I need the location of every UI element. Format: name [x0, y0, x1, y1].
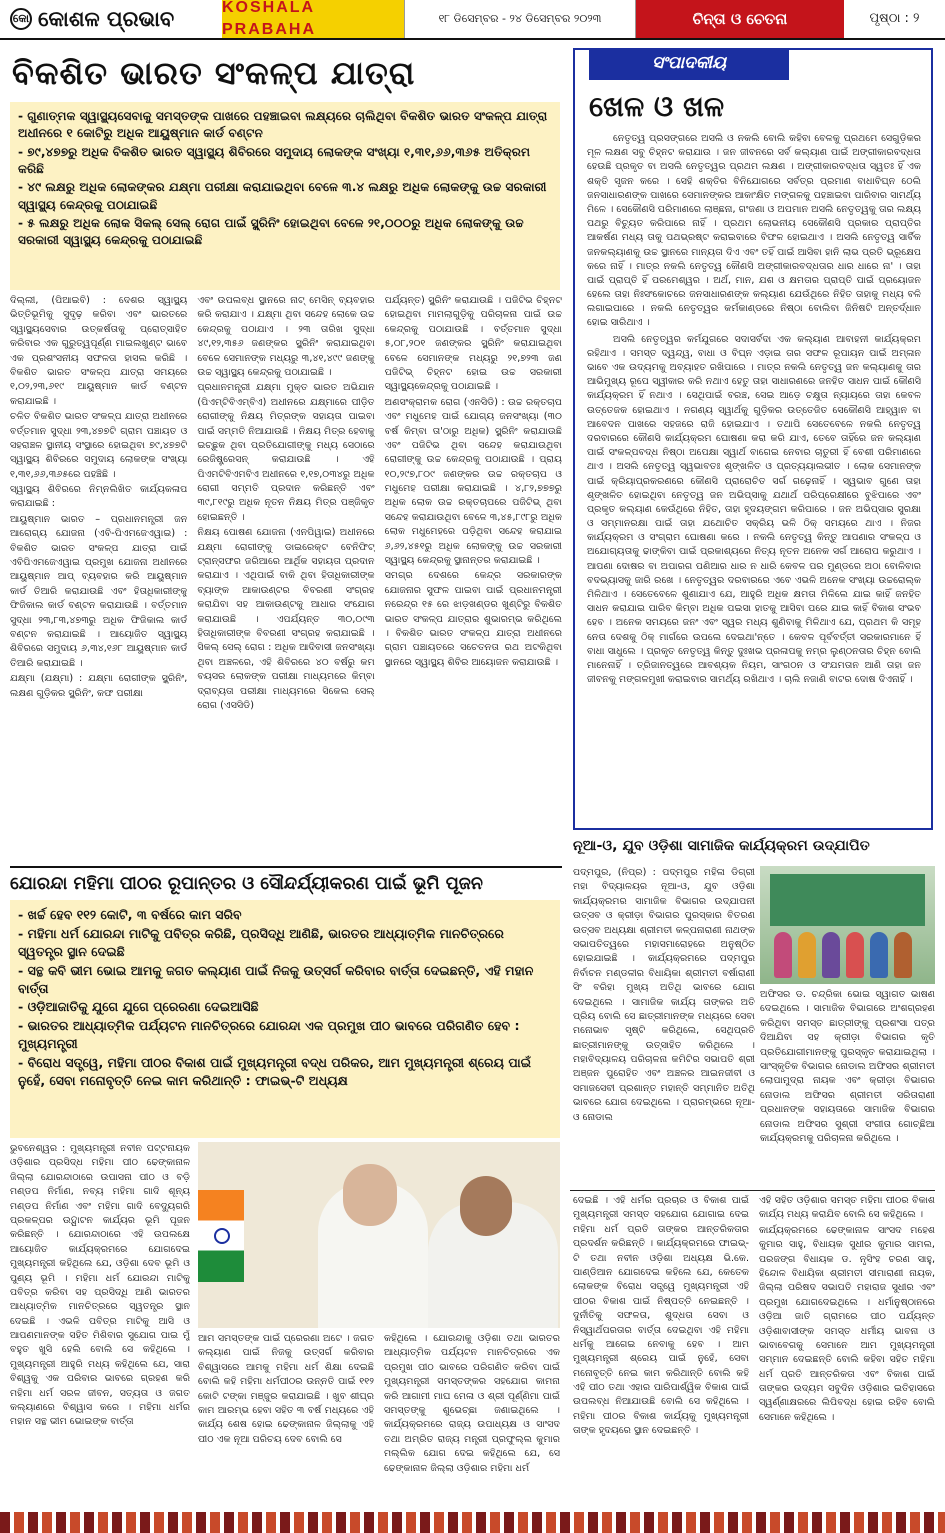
story3-column-2-wrap [760, 988, 935, 1186]
paragraph: ଦେଇଛି । ଏହି ଧର୍ମର ପ୍ରଚାର ଓ ବିକାଶ ପାଇଁ ମୁଖ୍ୟମନ୍ତ୍ରୀ ସମସ୍ତ ସହଯୋଗ ଯୋଗାଇ ଦେଇ ମହିମା ଧର୍ମ ପ୍ରତି ତାଙ୍କର ଆନ୍ତରିକତାର ପ୍ରଦର୍ଶନ କରିଛନ୍ତି । କାର୍ଯ୍ୟକ୍ରମରେ ଫାଇଭ୍-ଟି ତଥା ନବୀନ ଓଡ଼ିଶା ଅଧ୍ୟକ୍ଷ ଭି.କେ. ପାଣ୍ଡିଆନ ଯୋଗଦେଇ କହିଲେ ଯେ, କେତେକ ଲୋକଙ୍କ ବିରୋଧ ସତ୍ତ୍ୱେ ମୁଖ୍ୟମନ୍ତ୍ରୀ ଏହି ପୀଠର ବିକାଶ ପାଇଁ ନିଷ୍ପତ୍ତି ନେଇଛନ୍ତି । ଦୁର୍ନୀତିକୁ ସଫଳତା, ଶୁଦ୍ଧତା ସେବା ଓ ନିସ୍ୱାର୍ଥପରତାର ବାର୍ତ୍ତା ଦେଇଥିବା ଏହି ମହିମା ଧର୍ମକୁ ଆଗେଇ ନେବାକୁ ହେବ । ଆମ ମୁଖ୍ୟମନ୍ତ୍ରୀ ଶ୍ରେୟ ପାଇଁ ନୁହେଁ, ସେବା ମନୋବୃତ୍ତି ନେଇ କାମ କରିଥାନ୍ତି ବୋଲି କହି ଏହି ପୀଠ ତଥା ଏହାର ପାରିପାର୍ଶ୍ୱିକ ବିକାଶ ପାଇଁ ଉପଲବ୍ଧ ନିଆଯାଉଛି ବୋଲି ସେ କହିଥିଲେ । ମହିମା ପୀଠର ବିକାଶ କାର୍ଯ୍ୟକୁ ମୁଖ୍ୟମନ୍ତ୍ରୀ ତାଙ୍କ ହୃଦୟରେ ସ୍ଥାନ ଦେଇଛନ୍ତି । [573, 1195, 749, 1437]
highlight-item: - ମହିମା ଧର୍ମ ଯୋରନ୍ଦା ମାଟିକୁ ପବିତ୍ର କରିଛି, ପ୍ରସିଦ୍ଧି ଆଣିଛି, ଭାରତର ଆଧ୍ୟାତ୍ମିକ ମାନଚିତ୍ରରେ ସ୍ୱତନ୍ତ୍ର ସ୍ଥାନ ଦେଇଛି [18, 925, 504, 959]
story2-columns-lower [198, 1332, 560, 1504]
highlight-item: - ଓଡ଼ିଆଜାତିକୁ ଯୁଗେ ଯୁଗେ ପ୍ରେରଣା ଦେଇଆସିଛି [18, 999, 259, 1015]
paragraph: ଏବଂ ଉପଲବ୍ଧ ସ୍ଥାନରେ ନାଟ୍ ମେସିନ୍ ବ୍ୟବହାର କରି କରାଯାଏ । ଯକ୍ଷ୍ମା ଥିବା ସନ୍ଦେହ ଲୋକେ ଉଚ୍ଚ କେନ୍ଦ୍ରକୁ ପଠାଯାଏ । ୨୩ ତାରିଖ ସୁଦ୍ଧା ୪୯,୧୨,୩୫୬ ଜଣଙ୍କର ସ୍କ୍ରିନିଂ କରାଯାଇଥିବା ବେଳେ ସେମାନଙ୍କ ମଧ୍ୟରୁ ୩,୪୧,୪୯୯ ଜଣଙ୍କୁ ଉଚ୍ଚ ସ୍ୱାସ୍ଥ୍ୟ କେନ୍ଦ୍ରକୁ ପଠାଯାଇଛି । [197, 295, 375, 378]
page-number: ପୃଷ୍ଠା : ୨ [869, 11, 920, 27]
paragraph: ଅଫିସର ଡ. ଚନ୍ଦ୍ରିକା ଭୋଇ ସ୍ୱାଗତ ଭାଷଣ ଦେଇଥିଲେ । ସାମାଜିକ ବିଭାଗରେ ଅଂଶଗ୍ରହଣ କରିଥିବା ସମସ୍ତ ଛାତ୍ରୀଙ୍କୁ ପ୍ରଶଂସା ପତ୍ର ଦିଆଯିବା ସହ କ୍ରୀଡ଼ା ବିଭାଗର କୃତି ପ୍ରତିଯୋଗୀମାନଙ୍କୁ ପୁରସ୍କୃତ କରାଯାଇଥିଲା । ସାଂସ୍କୃତିକ ବିଭାଗର ନୋଡାଲ ଅଫିସର ଶ୍ରୀମତୀ ଲୋପାମୁଦ୍ରା ନାୟକ ଏବଂ କ୍ରୀଡ଼ା ବିଭାଗର ନୋଡାଲ ଅଫିସର ଶ୍ରୀମତୀ ସରିତାରାଣୀ ପ୍ରଧାନଙ୍କ ସହାୟତାରେ ସାମାଜିକ ବିଭାଗର ନୋଡାଲ ଅଫିସର ସୁଶ୍ରୀ ସଂଗୀତା ଗୋଚ୍ଛିଆ କାର୍ଯ୍ୟକ୍ରମକୁ ପରିଚାଳନା କରିଥିଲେ । [760, 989, 935, 1144]
person-figure [774, 932, 792, 978]
paragraph: ନେତୃତ୍ୱ ପ୍ରସଙ୍ଗରେ ଅସଲି ଓ ନକଲି ବୋଲି କହିବା ବେଳକୁ ପ୍ରଥମେ ସେଗୁଡ଼ିକର ମୂଳ ଲକ୍ଷଣ ସବୁ ଚିହ୍ନଟ କରାଯାଉ । ଜନ ଜୀବନରେ ସର୍ବ କଲ୍ୟାଣ ପାଇଁ ଅଙ୍ଗୀକାରବଦ୍ଧତା ହେଉଛି ପ୍ରକୃତ ବା ଅସଲି ନେତୃତ୍ୱର ପ୍ରଥମ ଲକ୍ଷଣ । ଅଙ୍ଗୀକାରବଦ୍ଧତା ସ୍ୱତଃ ହିଁ ଏକ ଶକ୍ତି ସୃଜନ କରେ । ସେହି ଶକ୍ତିର ବିନିଯୋଗରେ ସର୍ବତ୍ର ପ୍ରମାଣ ବାଧାବିଘ୍ନ ଠେଲି ଜନସାଧାରଣଙ୍କ ପାଖରେ ସେମାନଙ୍କର ଆକାଂକ୍ଷିତ ମଙ୍ଗଳକୁ ପହଞ୍ଚାଇବା ପାରିବାର ସାମର୍ଥ୍ୟ ମିଳେ । ସେକୌଣସି ପରିମାଣରେ ଲାଞ୍ଛନା, ଗଂଜଣା ଓ ଅପମାନ ଅସଲି ନେତୃତ୍ୱକୁ ତାର ଲକ୍ଷ୍ୟ ପଥରୁ ବିଚ୍ୟୁତ କରିପାରେ ନାହିଁ । ପ୍ରଥମ ଲୋଭନୀୟ ସେକୌଣସି ପ୍ରକାର ପ୍ରାପ୍ତିର ଆକର୍ଷଣ ମଧ୍ୟ ତାକୁ ପଥଭ୍ରଷ୍ଟ କରାଇବାରେ ବିଫଳ ହୋଇଥାଏ । ଅସଲି ନେତୃତ୍ୱ ସାର୍ବିକ ଜନକଲ୍ୟାଣକୁ ଉଚ୍ଚ ସ୍ଥାନରେ ମାନ୍ୟତା ଦିଏ ଏବଂ ତହିଁ ପାଇଁ ଆସିବା ହାନି ଲାଭ ପ୍ରତି ଭ୍ରୂକ୍ଷେପ କରେ ନାହିଁ । ମାତ୍ର ନକଲି ନେତୃତ୍ୱ କୌଣସି ଅଙ୍ଗୀକାରବଦ୍ଧତାର ଧାର ଧାରେ ନା' । ତାହା ପାଇଁ ପ୍ରାପ୍ତି ହିଁ ପରମେଶ୍ୱର । ଅର୍ଥ, ମାନ, ଯଶ ଓ କ୍ଷମତାର ପ୍ରାପ୍ତି ପାଇଁ ପ୍ରୟୋଜନ ହେଲେ ତାହା ନିଃସଂକୋଚରେ ଜନସାଧାରଣଙ୍କ କଲ୍ୟାଣ ଯେଉଁଥିରେ ନିହିତ ତାହାକୁ ମଧ୍ୟ ବଳି ଲଗାଇପାରେ । ନକଲି ନେତୃତ୍ୱର କର୍ମକାଣ୍ଡରେ ନିଷ୍ଠା ବୋଲିବା ଜିନିଷଟି ଅନ୍ତର୍ଦ୍ଧାନ ହୋଇ ସାରିଥାଏ । [587, 133, 921, 329]
paragraph: ଏହି ସହିତ ଓଡ଼ିଶାର ସମସ୍ତ ମହିମା ପୀଠର ବିକାଶ କାର୍ଯ୍ୟ ମଧ୍ୟ କରାଯିବ ବୋଲି ସେ କହିଥିଲେ । [759, 1195, 935, 1221]
chief-minister-photo [198, 1142, 560, 1328]
paragraph: ଦିଲ୍ଲୀ, (ପିଆଇବି) : ଦେଶର ସ୍ୱାସ୍ଥ୍ୟ ଭିତ୍ତିଭୂମିକୁ ସୁଦୃଢ଼ କରିବା ଏବଂ ଭାରତରେ ସ୍ୱାସ୍ଥ୍ୟସେବାର ଉତ୍କର୍ଷତାକୁ ପ୍ରୋତ୍ସାହିତ କରିବାର ଏକ ଗୁରୁତ୍ୱପୂର୍ଣ୍ଣ ମାଇଲଖୁଣ୍ଟ ଭାବେ ଏକ ପ୍ରଶଂସନୀୟ ସଫଳତା ହାସଲ କରିଛି । ବିକଶିତ ଭାରତ ସଂକଳ୍ପ ଯାତ୍ରା ସମୟରେ ୧,୦୨,୨୩,୬୧୯ ଆୟୁଷ୍ମାନ କାର୍ଡ ବଣ୍ଟନ କରାଯାଇଛି । [10, 295, 188, 407]
masthead-logo [0, 0, 222, 38]
highlight-item: - ୫ ଲକ୍ଷରୁ ଅଧିକ ଲୋକ ସିକଲ୍ ସେଲ୍ ରୋଗ ପାଇଁ ସ୍କ୍ରିନିଂ ହୋଇଥିବା ବେଳେ ୨୧,୦୦୦ରୁ ଅଧିକ ଲୋକଙ୍କୁ ଉଚ୍ଚ ସରକାରୀ ସ୍ୱାସ୍ଥ୍ୟ କେନ୍ଦ୍ରକୁ ପଠାଯାଇଛି [18, 215, 524, 248]
paragraph: ଅଣସଂକ୍ରାମକ ରୋଗ (ଏନସିଡି) : ଉଚ୍ଚ ରକ୍ତଚାପ ଏବଂ ମଧୁମେହ ପାଇଁ ଯୋଗ୍ୟ ଜନସଂଖ୍ୟା (୩୦ ବର୍ଷ କିମ୍ବା ତା'ଠାରୁ ଅଧିକ) ସ୍କ୍ରିନିଂ କରାଯାଉଛି ଏବଂ ପଜିଟିଭ ଥିବା ସନ୍ଦେହ କରାଯାଉଥିବା ରୋଗୀଙ୍କୁ ଉଚ୍ଚ କେନ୍ଦ୍ରକୁ ପଠାଯାଉଛି । ପ୍ରାୟ ୧୦,୨୯୭,୮୦୯ ଜଣଙ୍କର ଉଚ୍ଚ ରକ୍ତଚାପ ଓ ମଧୁମେହ ପରୀକ୍ଷା କରାଯାଇଛି । ୪,୮୨,୭୭୭ରୁ ଅଧିକ ଲୋକ ଉଚ୍ଚ ରକ୍ତଚାପରେ ପଜିଟିଭ୍ ଥିବା ସନ୍ଦେହ କରାଯାଉଥିବା ବେଳେ ୩,୪୫,୮୯୮ରୁ ଅଧିକ ଲୋକ ମଧୁମେହରେ ପଡ଼ିଥିବା ସନ୍ଦେହ କରାଯାଇ ୬,୬୨,୪୫୧ରୁ ଅଧିକ ଲୋକଙ୍କୁ ଉଚ୍ଚ ସରକାରୀ ସ୍ୱାସ୍ଥ୍ୟ କେନ୍ଦ୍ରକୁ ସ୍ଥାନାନ୍ତର କରାଯାଇଛି । [384, 396, 562, 567]
story1-column-3 [385, 294, 562, 860]
paragraph: ନିକ୍ଷୟ ପୋଷଣ ଯୋଜନା (ଏନପିୱାଇ) ଅଧୀନରେ ଯକ୍ଷ୍ମା ରୋଗୀଙ୍କୁ ଡାଇରେକ୍ଟ ବେନିଫିଟ୍ ଟ୍ରାନ୍ସଫର ଜରିଆରେ ଆର୍ଥିକ ସହାୟତା ପ୍ରଦାନ କରାଯାଏ । ଏଥିପାଇଁ ବାକି ଥିବା ହିତାଧିକାରୀଙ୍କ ବ୍ୟାଙ୍କ ଆକାଉଣ୍ଟର ବିବରଣୀ ସଂଗ୍ରହ କରାଯିବା ସହ ଆକାଉଣ୍ଟକୁ ଆଧାର ସଂଯୋଗ କରାଯାଉଛି । ଏପର୍ଯ୍ୟନ୍ତ ୩୦,୦୯୩ ହିତାଧିକାରୀଙ୍କ ବିବରଣୀ ସଂଗ୍ରହ କରାଯାଇଛି । ସିକଲ୍ ସେଲ୍ ରୋଗ : ଅଧିକ ଆଦିବାସୀ ଜନସଂଖ୍ୟା ଥିବା ଅଞ୍ଚଳରେ, ଏହି ଶିବିରରେ ୪୦ ବର୍ଷରୁ କମ ବୟସର ଲୋକଙ୍କ ପରୀକ୍ଷା ମାଧ୍ୟମରେ କିମ୍ବା ଦ୍ରାବ୍ୟତା ପରୀକ୍ଷା ମାଧ୍ୟମରେ ସିକେଲ ସେଲ୍ ରୋଗ (ଏସସିଡି) [197, 527, 375, 711]
person-figure [798, 932, 816, 978]
divider [570, 1190, 935, 1191]
person-figure [822, 932, 840, 978]
highlight-item: - ସନ୍ଥ କବି ଭୀମ ଭୋଇ ଆମକୁ ଜଗତ କଲ୍ୟାଣ ପାଇଁ ନିଜକୁ ଉତ୍ସର୍ଗ କରିବାର ବାର୍ତ୍ତା ଦେଇଛନ୍ତି, ଏହି ମହାନ ବାର୍ତ୍ତା [18, 962, 534, 996]
section-name: ଚିନ୍ତା ଓ ଚେତନା [636, 0, 844, 38]
story2-headline: ଯୋରନ୍ଦା ମହିମା ପୀଠର ରୂପାନ୍ତର ଓ ସୌନ୍ଦର୍ଯ୍ୟୀକରଣ ପାଇଁ ଭୂମି ପୂଜନ [10, 866, 562, 898]
paragraph: ଯକ୍ଷ୍ମା (ଯକ୍ଷ୍ମା) : ଯକ୍ଷ୍ମା ରୋଗୀଙ୍କ ସ୍କ୍ରିନିଂ, ଲକ୍ଷଣ ଗୁଡ଼ିକର ସ୍କ୍ରିନିଂ, କଫ ପରୀକ୍ଷା [10, 673, 188, 699]
highlight-item: - ଗୁଣାତ୍ମକ ସ୍ୱାସ୍ଥ୍ୟସେବାକୁ ସମସ୍ତଙ୍କ ପାଖରେ ପହଞ୍ଚାଇବା ଲକ୍ଷ୍ୟରେ ଚାଲିଥିବା ବିକଶିତ ଭାରତ ସଂକଳ୍ପ ଯାତ୍ରା ଅଧୀନରେ ୧ କୋଟିରୁ ଅଧିକ ଆୟୁଷ୍ମାନ କାର୍ଡ ବଣ୍ଟନ [18, 109, 548, 141]
paragraph: ଅସଲି ନେତୃତ୍ୱର କର୍ମଯୁଗରେ ସଦାସର୍ବଦା ଏକ କଲ୍ୟାଣ ଆବାହନୀ କାର୍ଯ୍ୟକ୍ରମ ରହିଥାଏ । ସମସ୍ତ ଦ୍ୱନ୍ଦ୍ୱ, ବାଧା ଓ ବିଘ୍ନ ଏଡ଼ାଇ ତାର ସଫଳ ରୂପାୟନ ପାଇଁ ଅମ୍ଳାନ ଭାବେ ଏକ ଉଦ୍ୟମକୁ ଅବ୍ୟାହତ ରଖିପାରେ । ମାତ୍ର ନକଲି ନେତୃତ୍ୱ ଜନ କଲ୍ୟାଣକୁ ତାର ଆଭିମୁଖ୍ୟ ରୂପେ ସ୍ୱୀକାର କରି ନଥାଏ ହେତୁ ତାହା ସାଧାରଣରେ ଜନହିତ ସାଧନ ପାଇଁ କୌଣସି କାର୍ଯ୍ୟକ୍ରମ ହିଁ ନଥାଏ । ସେଥିପାଇଁ ବରଞ୍ଚ, ସେଇ ଆଡ଼େ ଚକ୍ଷୁତା ନ୍ୟାୟରେ ତାହା କେବଳ ଉତ୍ତେଜକ ହୋଇଥାଏ । ନଗଣ୍ୟ ସ୍ୱାର୍ଥକୁ ଗୁଡ଼ିକର ଉତ୍ତେଜିତ ସେକୌଣସି ଆହ୍ୱାନ ବା ଆବେଦନ ପାଖରେ ସହଜରେ ରାଜି ହୋଇଯାଏ । ତଥାପି ସେତେବେଳେ ନକଲି ନେତୃତ୍ୱ ଦରବାରରେ କୌଣସି କାର୍ଯ୍ୟକ୍ରମ ଘୋଷଣା କରା କରି ଯାଏ, ତେବେ ତାହିଁରେ ଜନ କଲ୍ୟାଣ ପାଇଁ ସଂକଳ୍ପବଦ୍ଧ ନିଷ୍ଠା ଅପେକ୍ଷା ସ୍ୱାର୍ଥ ବାଗେଇ ନେବାର ଚାତୁରୀ ହିଁ ବେଶୀ ପରିମାଣରେ ଥାଏ । ଅସଲି ନେତୃତ୍ୱ ସ୍ୱଭାବତଃ ଶୃଙ୍ଖଳିତ ଓ ପ୍ରତ୍ୟୟାଲଭୀତ । ଲୋକ ସେମାନଙ୍କ ପାଇଁ କ୍ରିୟାପ୍ରକରଣରେ କୌଣସି ପ୍ରାରୋଚିତ ସର୍ଗ ଗଢ଼େନାହିଁ । ସ୍ୱଭାବ ଗୁଣେ ତାହା ଶୃଙ୍ଖଳିତ ହୋଇଥିବା ନେତୃତ୍ୱ ଜନ ଅଭିପ୍ସାକୁ ଯଥାର୍ଥ ପରିପ୍ରେକ୍ଷୀରେ ବୁଝିପାରେ ଏବଂ ପ୍ରକୃତ କଲ୍ୟାଣ କେଉଁଥିରେ ନିହିତ, ତାହା ହୃଦୟଙ୍ଗମ କରିପାରେ । ଜନ ଅଭିପ୍ସାର ସୁରକ୍ଷା ଓ ସମ୍ମାନରକ୍ଷା ପାଇଁ ତାହା ଯଥୋଚିତ ସକ୍ରିୟ ଭଳି ଠିକ୍ ସମୟରେ ଥାଏ । ନିଜର କାର୍ଯ୍ୟକ୍ରମ ଓ ସଂଗ୍ରାମ ଘୋଷଣା କରେ । ନକଲି ନେତୃତ୍ୱ କିନ୍ତୁ ଆପଣାର ସଂକଳ୍ପ ଓ ଅଯୋଗ୍ୟତାକୁ ଢାଙ୍କିବା ପାଇଁ ପ୍ରକାଶ୍ୟରେ ନିତ୍ୟ ନୂତନ ଅନେକ ସର୍ଗ ଆରୋପ କରୁଥାଏ । ଆପଣା ଦୋଷର ବା ଅପାରଗ ପଣିଆର ଧାର ନ ଧାରି କେବଳ ପର ମୁଣ୍ଡରେ ଅଠା ବୋଳିବାର ବଦଭ୍ୟାସକୁ ଜାରି ରଖେ । ନେତୃତ୍ୱର ଦରବାରରେ ଏବେ ଏଭଳି ଅନେକ ସଂଖ୍ୟା ଉଚ୍ଚରୋଲ୍କ ମିଳିଥାଏ । ସେତେବେଳେ ଶୁଣାଯାଏ ଯେ, ଆହୁରି ଅଧିକ କ୍ଷମତା ମିଳିଲେ ଯାଇ କାହିଁ ଜନହିତ ସାଧନ କରାଯାଇ ପାରିବ କିମ୍ବା ଅଧିକ ପଇସା ହାତକୁ ଆସିବା ପରେ ଯାଇ କାହିଁ ବିକାଶ ସଂଭବ ହେବ । ଅନେକ ସମୟରେ ଜନଂ ଏବଂ ସ୍ୱର ମଧ୍ୟ ଶୁଣିବାକୁ ମିଳିଥାଏ ଯେ, ପ୍ରଥମ କି ସମୂହ ନେତା ଦେଶକୁ ଠିକ୍ ମାର୍ଗରେ ଉପଲେ ଦେଇଥା'ନ୍ତେ । କେବଳ ପୂର୍ବବର୍ତ୍ତୀ ସରକାରମାନେ ହିଁ ବାଧା ସାଧୁଲେ । ପ୍ରକୃତ ନେତୃତ୍ୱ କିନ୍ତୁ ଦୁଃଖଭ ପ୍ରଳାପକୁ ନମ୍ର ଲୁଣ୍ଠନତାର ଚିହ୍ନ ବୋଲି ମାନେନାହିଁ । ତ୍ରିଜାନତ୍ୱରେ ଆବଶ୍ୟକ ନିୟମ, ସାଂଗଠନ ଓ ସଂଯମତାନ ଆଣି ତାହା ଜନ ଜୀବନକୁ ମଙ୍ଗଳମୁଖୀ କରାଇବାର ସାମର୍ଥ୍ୟ ରଖିଥାଏ । ଚାଲି ନଜାଣି ବାଟର ଦୋଷ ଦିଏନାହିଁ । [587, 333, 921, 686]
story3-column-2 [760, 988, 935, 1186]
highlight-item: - ଭାରତର ଆଧ୍ୟାତ୍ମିକ ପର୍ଯ୍ୟଟନ ମାନଚିତ୍ରରେ ଯୋରନ୍ଦା ଏକ ପ୍ରମୁଖ ପୀଠ ଭାବରେ ପରିଗଣିତ ହେବ : ମୁଖ୍ୟମନ୍ତ୍ରୀ [18, 1018, 520, 1052]
paragraph: ସମଗ୍ର ଦେଶରେ କେନ୍ଦ୍ର ସରକାରଙ୍କ ଯୋଜନାର ସୁଫଳ ପାଇବା ପାଇଁ ପ୍ରଧାନମନ୍ତ୍ରୀ ନରେନ୍ଦ୍ର ୧୫ ରେ ଝାଡ଼ଖଣ୍ଡର ଖୁଣ୍ଟିରୁ ବିକଶିତ ଭାରତ ସଂକଳ୍ପ ଯାତ୍ରାର ଶୁଭାରମ୍ଭ କରିଥିଲେ । ବିକଶିତ ଭାରତ ସଂକଳ୍ପ ଯାତ୍ରା ଅଧୀନରେ ଗ୍ରାମ ପଞ୍ଚାୟତରେ ସଚେତନତା ରଥ ଅଟକିଥିବା ସ୍ଥାନରେ ସ୍ୱାସ୍ଥ୍ୟ ଶିବିର ଆୟୋଜନ କରାଯାଉଛି । [384, 570, 562, 668]
story2-column-2 [198, 1332, 374, 1504]
paragraph: ଚଳିତ ବିକଶିତ ଭାରତ ସଂକଳ୍ପ ଯାତ୍ରା ଅଧୀନରେ ବର୍ତ୍ତମାନ ସୁଦ୍ଧା ୨୩,୪୭୭ଟି ଗ୍ରାମ ପଞ୍ଚାୟତ ଓ ସହରାଞ୍ଚଳ ସ୍ଥାନୀୟ ସଂସ୍ଥାରେ ହୋଇଥିବା ୭୯,୪୭୭ଟି ସ୍ୱାସ୍ଥ୍ୟ ଶିବିରରେ ସମୁଦାୟ ଲୋକଙ୍କ ସଂଖ୍ୟା ୧,୩୧,୬୬,୩୬୫ରେ ପହଞ୍ଚିଛି । [10, 411, 188, 480]
story2-continuation [573, 1194, 935, 1506]
highlight-item: - ଖର୍ଚ୍ଚ ହେବ ୧୧୨ କୋଟି, ୩ ବର୍ଷରେ କାମ ସରିବ [18, 907, 242, 922]
story3-column-1-wrap [573, 866, 755, 1186]
college-event-photo [760, 866, 935, 984]
stage-banner [770, 874, 925, 926]
editorial-tag: ସଂପାଦକୀୟ [589, 48, 789, 80]
story1-headline: ବିକଶିତ ଭାରତ ସଂକଳ୍ପ ଯାତ୍ରା [12, 54, 416, 92]
story1-highlights [10, 102, 560, 290]
editorial-title: ଖେଳ ଓ ଖଳ [589, 90, 725, 123]
story3-headline: ନୂଆ-ଓ, ଯୁବ ଓଡ଼ିଶା ସାମାଜିକ କାର୍ଯ୍ୟକ୍ରମ ଉଦ୍ଯାପିତ [573, 838, 870, 854]
story2-continuation-column-1 [573, 1194, 749, 1506]
story2-column-1 [10, 1142, 190, 1504]
decorative-footer-border [0, 1512, 945, 1533]
person-figure [870, 932, 888, 978]
paragraph: ପର୍ଯ୍ୟନ୍ତ) ସ୍କ୍ରିନିଂ କରାଯାଉଛି । ପଜିଟିଭ ଚିହ୍ନଟ ହୋଇଥିବା ମାମଲାଗୁଡ଼ିକୁ ପରିଚାଳନା ପାଇଁ ଉଚ୍ଚ କେନ୍ଦ୍ରକୁ ପଠାଯାଉଛି । ବର୍ତ୍ତମାନ ସୁଦ୍ଧା ୫,୦୮,୨୦୧ ଜଣଙ୍କର ସ୍କ୍ରିନିଂ କରାଯାଇଥିବା ବେଳେ ସେମାନଙ୍କ ମଧ୍ୟରୁ ୨୧,୭୨୩ ଜଣ ପଜିଟିଭ୍ ଚିହ୍ନଟ ହୋଇ ଉଚ୍ଚ ସରକାରୀ ସ୍ୱାସ୍ଥ୍ୟକେନ୍ଦ୍ରକୁ ପଠାଯାଇଛି । [384, 295, 562, 393]
story3-column-1 [573, 866, 755, 1186]
issue-date-range: ୧୮ ଡିସେମ୍ବର - ୨୪ ଡିସେମ୍ବର ୨୦୨୩ [404, 0, 636, 38]
paragraph: ଭୁବନେଶ୍ୱର : ମୁଖ୍ୟମନ୍ତ୍ରୀ ନବୀନ ପଟ୍ଟନାୟକ ଓଡ଼ିଶାର ପ୍ରସିଦ୍ଧ ମହିମା ପୀଠ ଢେଙ୍କାନାଳ ଜିଲ୍ଲା ଯୋରନ୍ଦାଠାରେ ଉପାସନା ପୀଠ ଓ ବଡ଼ି ମଣ୍ଡପ ନିର୍ମାଣ, ନବ୍ୟ ମହିମା ଗାଦି ଶୂନ୍ୟ ମଣ୍ଡପ ନିର୍ମାଣ ଏବଂ ମହିମା ଗାଦି ବେଦ୍ୟୁଗରି ପ୍ରକଳ୍ପର ଉଦ୍ଘାଟନ କାର୍ଯ୍ୟର ଭୂମି ପୂଜନ କରିଛନ୍ତି । ଯୋରନ୍ଦାଠାରେ ଏହି ଉପଲକ୍ଷେ ଆୟୋଜିତ କାର୍ଯ୍ୟକ୍ରମରେ ଯୋଗଦେଇ ମୁଖ୍ୟମନ୍ତ୍ରୀ କହିଥିଲେ ଯେ, ଓଡ଼ିଶା ଦେବ ଭୂମି ଓ ପୁଣ୍ୟ ଭୂମି । ମହିମା ଧର୍ମ ଯୋରନ୍ଦା ମାଟିକୁ ପବିତ୍ର କରିବା ସହ ପ୍ରସିଦ୍ଧି ଆଣି ଭାରତର ଆଧ୍ୟାତ୍ମିକ ମାନଚିତ୍ରରେ ସ୍ୱତନ୍ତ୍ର ସ୍ଥାନ ଦେଇଛି । ଏଭଳି ପବିତ୍ର ମାଟିକୁ ଆସି ଓ ଆପଣମାନଙ୍କ ସହିତ ମିଶିବାର ସୁଯୋଗ ପାଇ ମୁଁ ବହୁତ ଖୁସି ହେଲି ବୋଲି ସେ କହିଥିଲେ । ମୁଖ୍ୟମନ୍ତ୍ରୀ ଆହୁରି ମଧ୍ୟ କହିଥିଲେ ଯେ, ସାରା ବିଶ୍ୱକୁ ଏକ ପରିବାର ଭାବରେ ଗ୍ରହଣ କରି ମହିମା ଧର୍ମ ସରଳ ଜୀବନ, ସତ୍ୟତା ଓ ଜଗତ କଲ୍ୟାଣରେ ବିଶ୍ୱାସ କରେ । ମହିମା ଧର୍ମର ମହାନ ସନ୍ଥ ଭୀମ ଭୋଇଙ୍କ ବାର୍ତ୍ତା [10, 1143, 190, 1428]
story2-continuation-column-2 [759, 1194, 935, 1506]
story1-column-1 [10, 294, 187, 860]
paragraph: ପଦ୍ମପୁର, (ନିପ୍ର) : ପଦ୍ମପୁର ମହିଳା ଡିଗ୍ରୀ ମହା ବିଦ୍ୟାଳୟର ନୂଆ-ଓ, ଯୁବ ଓଡ଼ିଶା କାର୍ଯ୍ୟକ୍ରମର ସାମାଜିକ ବିଭାଗର ଉଦ୍ଯାପନୀ ଉତ୍ସବ ଓ କ୍ରୀଡ଼ା ବିଭାଗର ପୁରସ୍କାର ବିତରଣ ଉତ୍ସବ ଅଧ୍ୟକ୍ଷା ଶ୍ରୀମତୀ କଳ୍ପନାରାଣୀ ନାଥଙ୍କ ସଭାପତିତ୍ୱରେ ମହାସମାରୋହରେ ଅନୁଷ୍ଠିତ ହୋଇଯାଇଛି । କାର୍ଯ୍ୟକ୍ରମରେ ପଦ୍ମପୁର ନିର୍ବାଚନ ମଣ୍ଡଳୀର ବିଧାୟିକା ଶ୍ରୀମତୀ ବର୍ଷାରାଣୀ ସିଂ ବରିହା ମୁଖ୍ୟ ଅତିଥି ଭାବରେ ଯୋଗ ଦେଇଥିଲେ । ସାମାଜିକ କାର୍ଯ୍ୟ ତାଙ୍କର ଅତି ପ୍ରିୟ ବୋଲି ସେ ଛାତ୍ରୀମାନଙ୍କ ମଧ୍ୟରେ ସେବା ମନୋଭାବ ସୃଷ୍ଟି କରିଥିଲେ, ସେଥିପ୍ରତି ଛାତ୍ରୀମାନଙ୍କୁ ଉତ୍ସାହିତ କରିଥିଲେ । ମହାବିଦ୍ୟାଳୟ ପରିଚାଳନା କମିଟିର ସଭାପତି ଶ୍ରୀ ଅଞ୍ଜନ ପୁରୋହିତ ଏବଂ ଅଞ୍ଚଳର ଆଇନଜୀବୀ ଓ ସମାଜସେବୀ ପ୍ରଶାନ୍ତ ମହାନ୍ତି ସମ୍ମାନିତ ଅତିଥି ଭାବରେ ଯୋଗ ଦେଇଥିଲେ । ପ୍ରାରମ୍ଭରେ ନୂଆ-ଓ ନୋଡାଲ [573, 867, 755, 1123]
editorial-box [573, 48, 933, 830]
paragraph: କାର୍ଯ୍ୟକ୍ରମରେ ଢେଙ୍କାନାଳ ସାଂସଦ ମହେଶ କୁମାର ସାହୁ, ବିଧାୟକ ସୁଧୀର କୁମାର ସାମଲ, ପରଜଙ୍ଗ ବିଧାୟକ ଡ. ନୃସିଂହ ଚରଣ ସାହୁ, ହିନ୍ଦୋଳ ବିଧାୟିକା ଶ୍ରୀମତୀ ସୀମାରାଣୀ ନାୟକ, ଜିଲ୍ଲା ପରିଷଦ ସଭାପତି ମହାରାଜ ସୁଧୀର ଏବଂ ପ୍ରମୁଖ ଯୋଗଦେଇଥିଲେ । ଧର୍ମାନୁଷ୍ଠାନରେ ଓଡ଼ିଆ ଜାତି ଗ୍ରାମରେ ପୀଠ ପର୍ଯ୍ୟନ୍ତ ଓଡ଼ିଶାବାସୀଙ୍କ ସମସ୍ତ ଧର୍ମୀୟ ଭାବନା ଓ ଭାବାବେଗକୁ ସେମାନେ ଆମ ମୁଖ୍ୟମନ୍ତ୍ରୀ ସମ୍ମାନ ଦେଇଛନ୍ତି ବୋଲି କହିବା ସହିତ ମହିମା ଧର୍ମ ପ୍ରତି ଆନ୍ତରିକତା ଏବଂ ବିକାଶ ପାଇଁ ତାଙ୍କର ଉଦ୍ୟମ ସବୁଦିନ ଓଡ଼ିଶାର ଇତିହାସରେ ସ୍ୱର୍ଣ୍ଣାକ୍ଷରରେ ଲିପିବଦ୍ଧ ହୋଇ ରହିବ ବୋଲି ସେମାନେ କହିଥିଲେ । [759, 1224, 935, 1423]
paragraph: କହିଥିଲେ । ଯୋରନ୍ଦାକୁ ଓଡ଼ିଶା ତଥା ଭାରତର ଆଧ୍ୟାତ୍ମିକ ପର୍ଯ୍ୟଟନ ମାନଚିତ୍ରରେ ଏକ ପ୍ରମୁଖ ପୀଠ ଭାବରେ ପରିଗଣିତ କରିବା ପାଇଁ ମୁଖ୍ୟମନ୍ତ୍ରୀ ସମସ୍ତଙ୍କର ସହଯୋଗ କାମନା କରି ଆଗାମୀ ମାଘ ମେଳା ଓ ଶ୍ରୀ ପୂର୍ଣ୍ଣିମା ପାଇଁ ସମସ୍ତଙ୍କୁ ଶୁଭେଚ୍ଛା ଜଣାଇଥିଲେ । କାର୍ଯ୍ୟକ୍ରମରେ ରାଜ୍ୟ ଉପାଧ୍ୟକ୍ଷ ଓ ସାଂସଦ ତଥା ଅମ୍ରିତ ରାଜ୍ୟ ମନ୍ତ୍ରୀ ପ୍ରଫୁଲ୍ଲ କୁମାର ମଲ୍ଲିକ ଯୋଗ ଦେଇ କହିଥିଲେ ଯେ, ସେ ଢେଙ୍କାନାଳ ଜିଲ୍ଲା ଓଡ଼ିଶାର ମହିମା ଧର୍ମ [384, 1333, 560, 1474]
story2-column-3 [384, 1332, 560, 1504]
editorial-body [587, 132, 921, 822]
masthead [0, 0, 945, 40]
paragraph: ସ୍ୱାସ୍ଥ୍ୟ ଶିବିରରେ ନିମ୍ନଲିଖିତ କାର୍ଯ୍ୟକଳାପ କରାଯାଇଛି : [10, 484, 188, 510]
masthead-logo-text: କୋଶଳ ପ୍ରଭାବ [38, 5, 175, 31]
highlight-item: - ୭୯,୪୭୭ରୁ ଅଧିକ ବିକଶିତ ଭାରତ ସ୍ୱାସ୍ଥ୍ୟ ଶିବିରରେ ସମୁଦାୟ ଲୋକଙ୍କ ସଂଖ୍ୟା ୧,୩୧,୬୬,୩୬୫ ଅତିକ୍ରମ କରିଛି [18, 144, 531, 176]
person-head [343, 1164, 397, 1226]
story2-highlights [10, 900, 560, 1138]
story1-column-2 [197, 294, 374, 860]
story2-column-1-wrap [10, 1142, 190, 1504]
highlight-item: - ବିରୋଧ ସତ୍ତ୍ୱେ, ମହିମା ପୀଠର ବିକାଶ ପାଇଁ ମୁଖ୍ୟମନ୍ତ୍ରୀ ବଦ୍ଧ ପରିକର, ଆମ ମୁଖ୍ୟମନ୍ତ୍ରୀ ଶ୍ରେୟ ପାଇଁ ନୁହେଁ, ସେବା ମନୋବୃତ୍ତି ନେଇ କାମ କରିଥାନ୍ତି : ଫାଇଭ୍-ଟି ଅଧ୍ୟକ୍ଷ [18, 1055, 532, 1088]
person-figure [846, 932, 864, 978]
story1-body [10, 294, 562, 860]
paragraph: ପ୍ରଧାନମନ୍ତ୍ରୀ ଯକ୍ଷ୍ମା ମୁକ୍ତ ଭାରତ ଅଭିଯାନ (ପିଏମ୍ଟିବିଏମ୍ବିଏ) ଅଧୀନରେ ଯକ୍ଷ୍ମାରେ ପୀଡ଼ିତ ରୋଗୀଙ୍କୁ ନିକ୍ଷୟ ମିତ୍ରଙ୍କ ସହାୟତା ପାଇବା ପାଇଁ ସମ୍ମତି ନିଆଯାଉଛି । ନିକ୍ଷୟ ମିତ୍ର ହେବାକୁ ଇଚ୍ଛୁକ ଥିବା ପ୍ରତିଯୋଗୀଙ୍କୁ ମଧ୍ୟ ସେଠାରେ ରେଜିଷ୍ଟ୍ରେସନ୍ କରାଯାଉଛି । ଏହି ପିଏମଟିବିଏମବିଏ ଅଧୀନରେ ୧,୧୭,୦୩୪ରୁ ଅଧିକ ରୋଗୀ ସମ୍ମତି ପ୍ରଦାନ କରିଛନ୍ତି ଏବଂ ୩୯,୮୧୯ରୁ ଅଧିକ ନୂତନ ନିକ୍ଷୟ ମିତ୍ର ପଞ୍ଜିକୃତ ହୋଇଛନ୍ତି । [197, 382, 375, 523]
paragraph: ଆୟୁଷ୍ମାନ ଭାରତ – ପ୍ରଧାନମନ୍ତ୍ରୀ ଜନ ଆରୋଗ୍ୟ ଯୋଜନା (ଏବି-ପିଏମଜେଏୱାଇ) : ବିକଶିତ ଭାରତ ସଂକଳ୍ପ ଯାତ୍ରା ପାଇଁ ଏବିପିଏମଜେଏୱାଇ ପ୍ରମୁଖ ଯୋଜନା ଅଧୀନରେ ଆୟୁଷ୍ମାନ ଆପ୍ ବ୍ୟବହାର କରି ଆୟୁଷ୍ମାନ କାର୍ଡ ତିଆରି କରାଯାଉଛି ଏବଂ ହିତାଧିକାରୀଙ୍କୁ ଫିଜିକାଲ କାର୍ଡ ବଣ୍ଟନ କରାଯାଉଛି । ବର୍ତ୍ତମାନ ସୁଦ୍ଧା ୨୩,୮୩,୪୭୩ରୁ ଅଧିକ ଫିଜିକାଲ କାର୍ଡ ବଣ୍ଟନ କରାଯାଇଛି । ଆୟୋଜିତ ସ୍ୱାସ୍ଥ୍ୟ ଶିବିରରେ ସମୁଦାୟ ୬,୩୪,୧୬୮ ଆୟୁଷ୍ମାନ କାର୍ଡ ତିଆରି କରାଯାଇଛି । [10, 513, 188, 669]
person-figure [894, 932, 912, 978]
highlight-item: - ୪୯ ଲକ୍ଷରୁ ଅଧିକ ଲୋକଙ୍କର ଯକ୍ଷ୍ମା ପରୀକ୍ଷା କରାଯାଇଥିବା ବେଳେ ୩.୪ ଲକ୍ଷରୁ ଅଧିକ ଲୋକଙ୍କୁ ଉଚ୍ଚ ସରକାରୀ ସ୍ୱାସ୍ଥ୍ୟ କେନ୍ଦ୍ରକୁ ପଠାଯାଇଛି [18, 180, 547, 212]
paragraph: ଆମ ସମସ୍ତଙ୍କ ପାଇଁ ପ୍ରେରଣା ଅଟେ । ଜଗତ କଲ୍ୟାଣ ପାଇଁ ନିଜକୁ ଉତ୍ସର୍ଗ କରିବାର ବିଶ୍ୱାସରେ ଆମକୁ ମହିମା ଧର୍ମ ଶିକ୍ଷା ଦେଇଛି ବୋଲି କହି ମହିମା ଧର୍ମପୀଠର ଉନ୍ନତି ପାଇଁ ୧୧୨ କୋଟି ଟଙ୍କା ମଞ୍ଜୁର କରାଯାଇଛି । ଖୁବ ଶୀଘ୍ର କାମ ଆରମ୍ଭ ହେବା ସହିତ ୩ ବର୍ଷ ମଧ୍ୟରେ ଏହି କାର୍ଯ୍ୟ ଶେଷ ହୋଇ ଢେଙ୍କାନାଳ ଜିଲ୍ଲାକୁ ଏହି ପୀଠ ଏକ ନୂଆ ପରିଚୟ ଦେବ ବୋଲି ସେ [198, 1333, 374, 1445]
chakra-icon [214, 1228, 230, 1244]
person-head [460, 1176, 512, 1236]
logo-emblem-icon: କୋ [10, 8, 32, 30]
masthead-english-name: KOSHALA PRABAHA [222, 0, 404, 38]
